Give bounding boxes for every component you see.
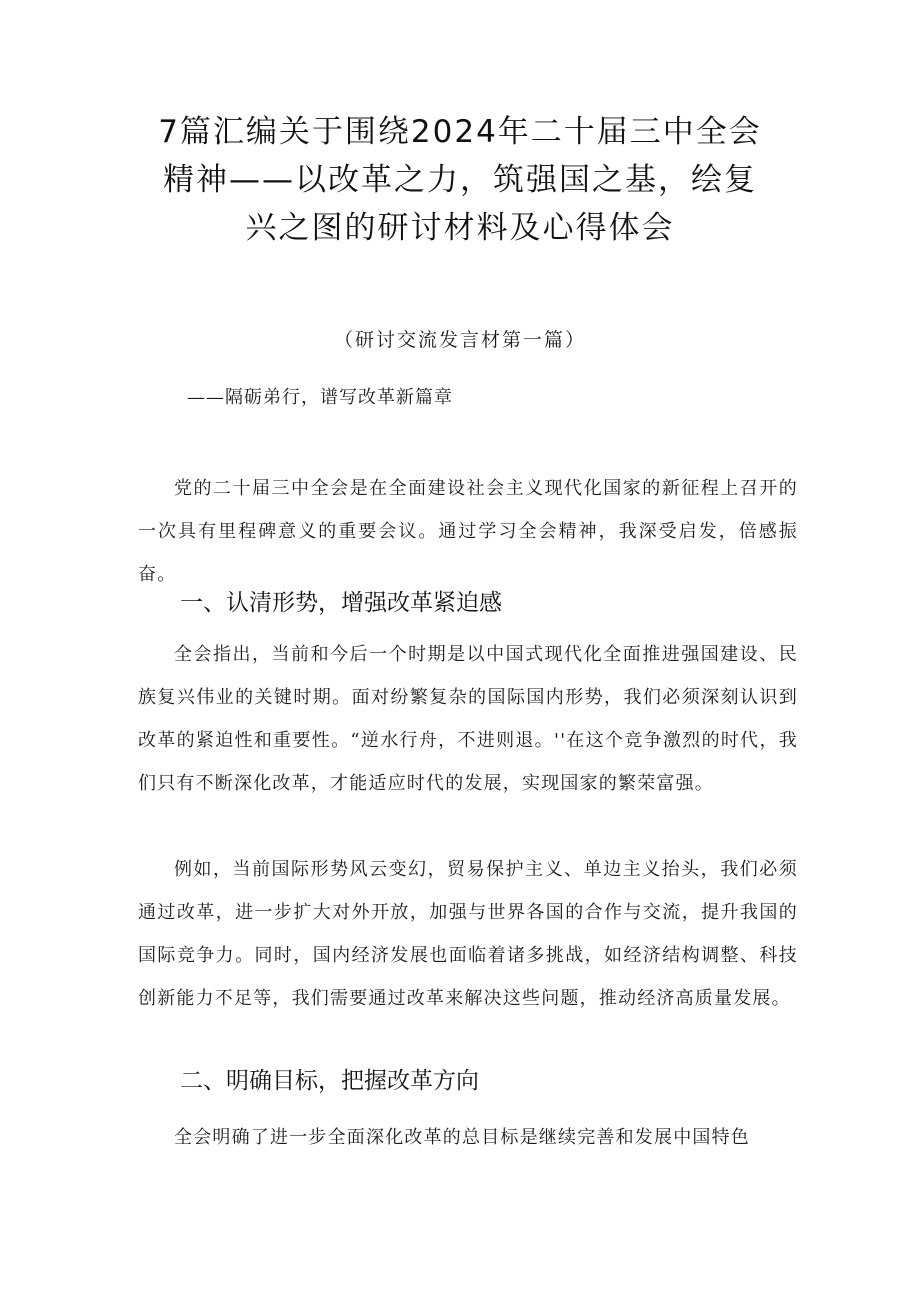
document-title bbox=[120, 108, 800, 252]
section-1-heading: 一、认清形势，增强改革紧迫感 bbox=[180, 590, 502, 616]
title-line-2: 精神——以改革之力，筑强国之基，绘复 bbox=[163, 162, 757, 198]
article-subheading: ——隔砺弟行，谱写改革新篇章 bbox=[187, 387, 453, 408]
title-line-3: 兴之图的研讨材料及心得体会 bbox=[245, 210, 675, 246]
title-line-1: 7篇汇编关于围绕2024年二十届三中全会 bbox=[158, 114, 762, 150]
section-2-paragraph-1: 全会明确了进一步全面深化改革的总目标是继续完善和发展中国特色 bbox=[174, 1127, 750, 1148]
section-2-heading: 二、明确目标，把握改革方向 bbox=[180, 1068, 479, 1094]
document-subtitle: （研讨交流发言材第一篇） bbox=[333, 329, 586, 351]
section-1-paragraph-2: 例如，当前国际形势风云变幻，贸易保护主义、单边主义抬头，我们必须通过改革，进一步扩大对外开放，加强与世界各国的合作与交流，提升我国的国际竞争力。同时，国内经济发展也面临着诸多挑战，如经济结构调整、科技创新能力不足等，我们需要通过改革来解决这些问题，推动经济高质量发展。 bbox=[138, 859, 798, 1009]
section-1-paragraph-1: 全会指出，当前和今后一个时期是以中国式现代化全面推进强国建设、民族复兴伟业的关键时期。面对纷繁复杂的国际国内形势，我们必须深刻认识到改革的紧迫性和重要性。“逆水行舟，不进则退。''在这个竞争激烈的时代，我们只有不断深化改革，才能适应时代的发展，实现国家的繁荣富强。 bbox=[138, 644, 798, 794]
intro-paragraph: 党的二十届三中全会是在全面建设社会主义现代化国家的新征程上召开的一次具有里程碑意义的重要会议。通过学习全会精神，我深受启发，倍感振奋。 bbox=[138, 478, 798, 585]
